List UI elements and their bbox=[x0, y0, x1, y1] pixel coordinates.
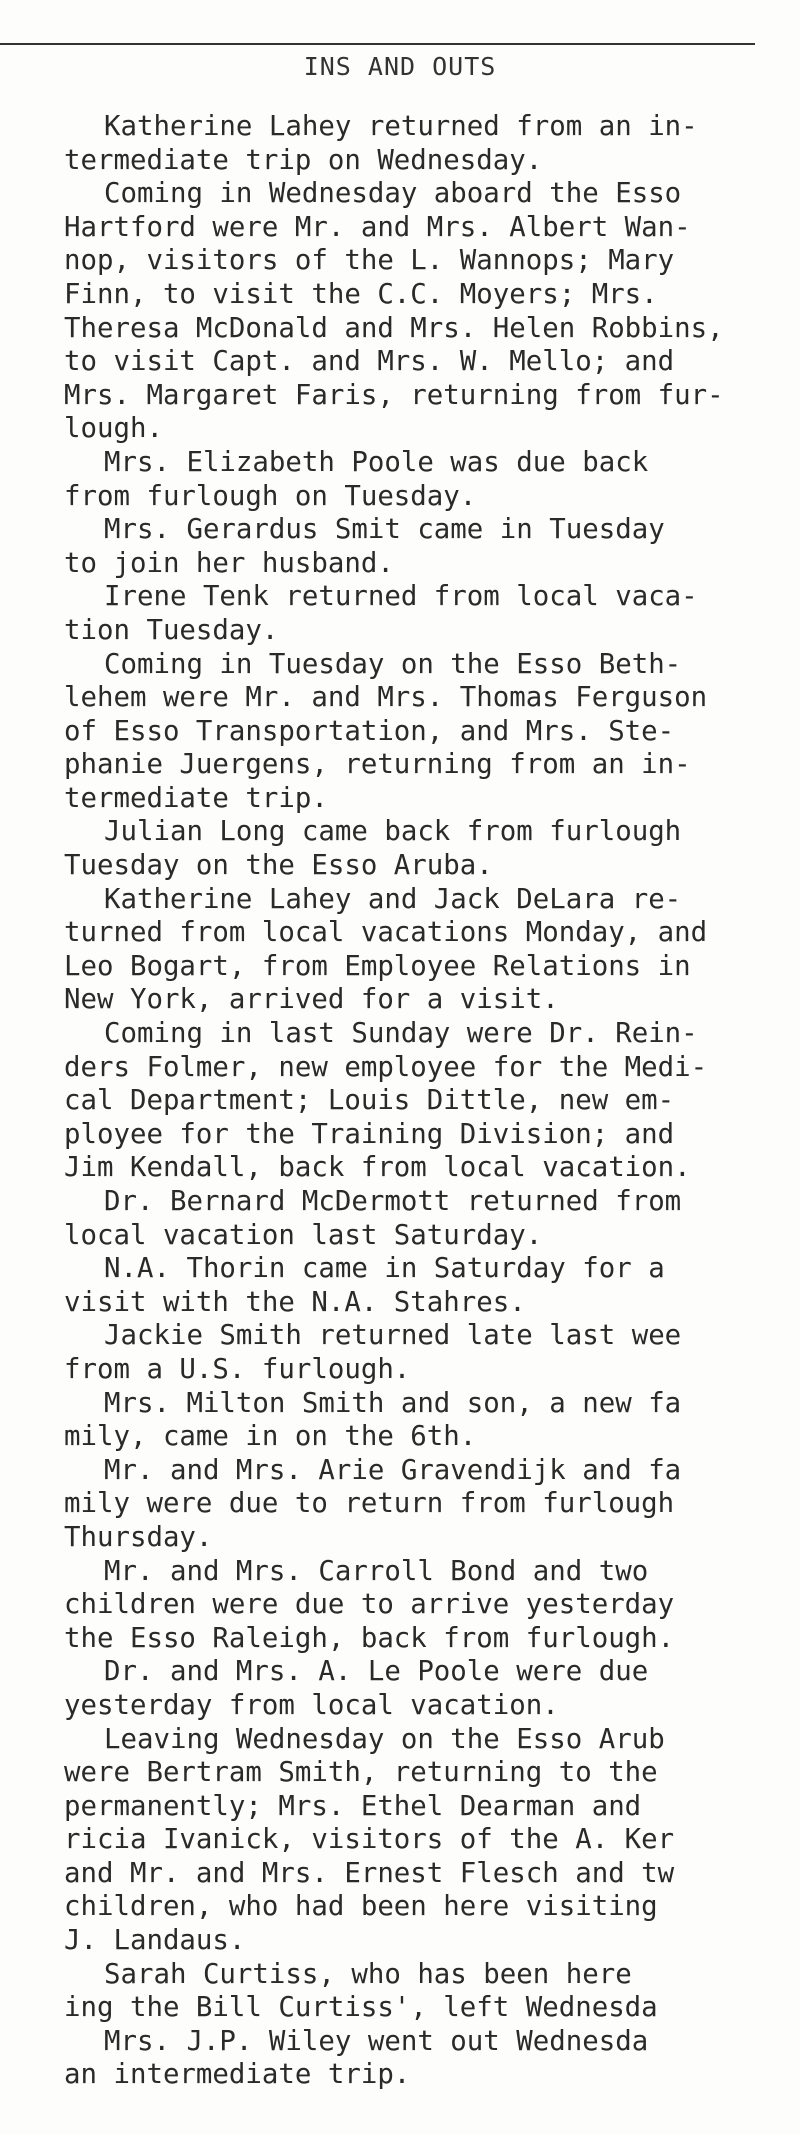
article-body bbox=[64, 110, 764, 2092]
article-line: turned from local vacations Monday, and bbox=[64, 917, 708, 949]
article-line: the Esso Raleigh, back from furlough. bbox=[64, 1622, 675, 1654]
article-line: Coming in Wednesday aboard the Esso bbox=[104, 178, 682, 210]
article-line: from a U.S. furlough. bbox=[64, 1353, 411, 1385]
article-line: ricia Ivanick, visitors of the A. Ker bbox=[64, 1824, 675, 1856]
article-line: lehem were Mr. and Mrs. Thomas Ferguson bbox=[64, 682, 708, 714]
article-line: Julian Long came back from furlough bbox=[104, 816, 682, 848]
article-line: from furlough on Tuesday. bbox=[64, 480, 477, 512]
article-line: Hartford were Mr. and Mrs. Albert Wan- bbox=[64, 211, 691, 243]
article-line: nop, visitors of the L. Wannops; Mary bbox=[64, 245, 675, 277]
article-line: Coming in last Sunday were Dr. Rein- bbox=[104, 1018, 698, 1050]
article-line: mily, came in on the 6th. bbox=[64, 1421, 477, 1453]
article-line: Mrs. Gerardus Smit came in Tuesday bbox=[104, 514, 665, 546]
article-line: Mrs. J.P. Wiley went out Wednesda bbox=[104, 2025, 649, 2057]
article-line: Katherine Lahey and Jack DeLara re- bbox=[104, 883, 682, 915]
article-line: local vacation last Saturday. bbox=[64, 1219, 543, 1251]
article-line: ployee for the Training Division; and bbox=[64, 1118, 675, 1150]
article-line: Mr. and Mrs. Carroll Bond and two bbox=[104, 1555, 649, 1587]
article-line: N.A. Thorin came in Saturday for a bbox=[104, 1253, 665, 1285]
article-line: an intermediate trip. bbox=[64, 2059, 411, 2091]
article-line: ing the Bill Curtiss', left Wednesda bbox=[64, 1992, 658, 2024]
article-line: Leo Bogart, from Employee Relations in bbox=[64, 950, 691, 982]
article-line: Jackie Smith returned late last wee bbox=[104, 1320, 682, 1352]
article-line: cal Department; Louis Dittle, new em- bbox=[64, 1085, 675, 1117]
article-line: Thursday. bbox=[64, 1521, 213, 1553]
article-line: Mrs. Milton Smith and son, a new fa bbox=[104, 1387, 682, 1419]
column-headline: INS AND OUTS bbox=[303, 52, 497, 81]
article-line: were Bertram Smith, returning to the bbox=[64, 1757, 658, 1789]
article-line: Coming in Tuesday on the Esso Beth- bbox=[104, 648, 682, 680]
article-line: Theresa McDonald and Mrs. Helen Robbins, bbox=[64, 312, 724, 344]
article-line: Tuesday on the Esso Aruba. bbox=[64, 850, 493, 882]
article-line: Jim Kendall, back from local vacation. bbox=[64, 1152, 691, 1184]
article-line: lough. bbox=[64, 413, 163, 445]
article-line: termediate trip on Wednesday. bbox=[64, 144, 543, 176]
article-line: and Mr. and Mrs. Ernest Flesch and tw bbox=[64, 1857, 675, 1889]
top-rule bbox=[0, 43, 755, 45]
article-line: Dr. and Mrs. A. Le Poole were due bbox=[104, 1656, 649, 1688]
article-line: Mr. and Mrs. Arie Gravendijk and fa bbox=[104, 1454, 682, 1486]
article-line: mily were due to return from furlough bbox=[64, 1488, 675, 1520]
article-line: Sarah Curtiss, who has been here bbox=[104, 1958, 632, 1990]
article-line: New York, arrived for a visit. bbox=[64, 984, 559, 1016]
article-line: J. Landaus. bbox=[64, 1925, 246, 1957]
article-line: Katherine Lahey returned from an in- bbox=[104, 111, 698, 142]
article-line: Irene Tenk returned from local vaca- bbox=[104, 581, 698, 613]
article-line: to visit Capt. and Mrs. W. Mello; and bbox=[64, 346, 675, 378]
article-line: to join her husband. bbox=[64, 547, 394, 579]
article-line: of Esso Transportation, and Mrs. Ste- bbox=[64, 715, 675, 747]
article-line: visit with the N.A. Stahres. bbox=[64, 1286, 526, 1318]
article-line: Mrs. Elizabeth Poole was due back bbox=[104, 446, 649, 478]
article-line: tion Tuesday. bbox=[64, 614, 279, 646]
article-line: permanently; Mrs. Ethel Dearman and bbox=[64, 1790, 642, 1822]
article-line: Mrs. Margaret Faris, returning from fur- bbox=[64, 379, 724, 411]
article-line: ders Folmer, new employee for the Medi- bbox=[64, 1051, 708, 1083]
article-line: yesterday from local vacation. bbox=[64, 1689, 559, 1721]
article-line: Dr. Bernard McDermott returned from bbox=[104, 1186, 682, 1217]
article-line: termediate trip. bbox=[64, 782, 328, 814]
article-line: phanie Juergens, returning from an in- bbox=[64, 749, 691, 781]
article-line: children, who had been here visiting bbox=[64, 1891, 658, 1923]
article-line: Leaving Wednesday on the Esso Arub bbox=[104, 1723, 665, 1755]
article-line: Finn, to visit the C.C. Moyers; Mrs. bbox=[64, 278, 658, 310]
article-line: children were due to arrive yesterday bbox=[64, 1589, 675, 1621]
